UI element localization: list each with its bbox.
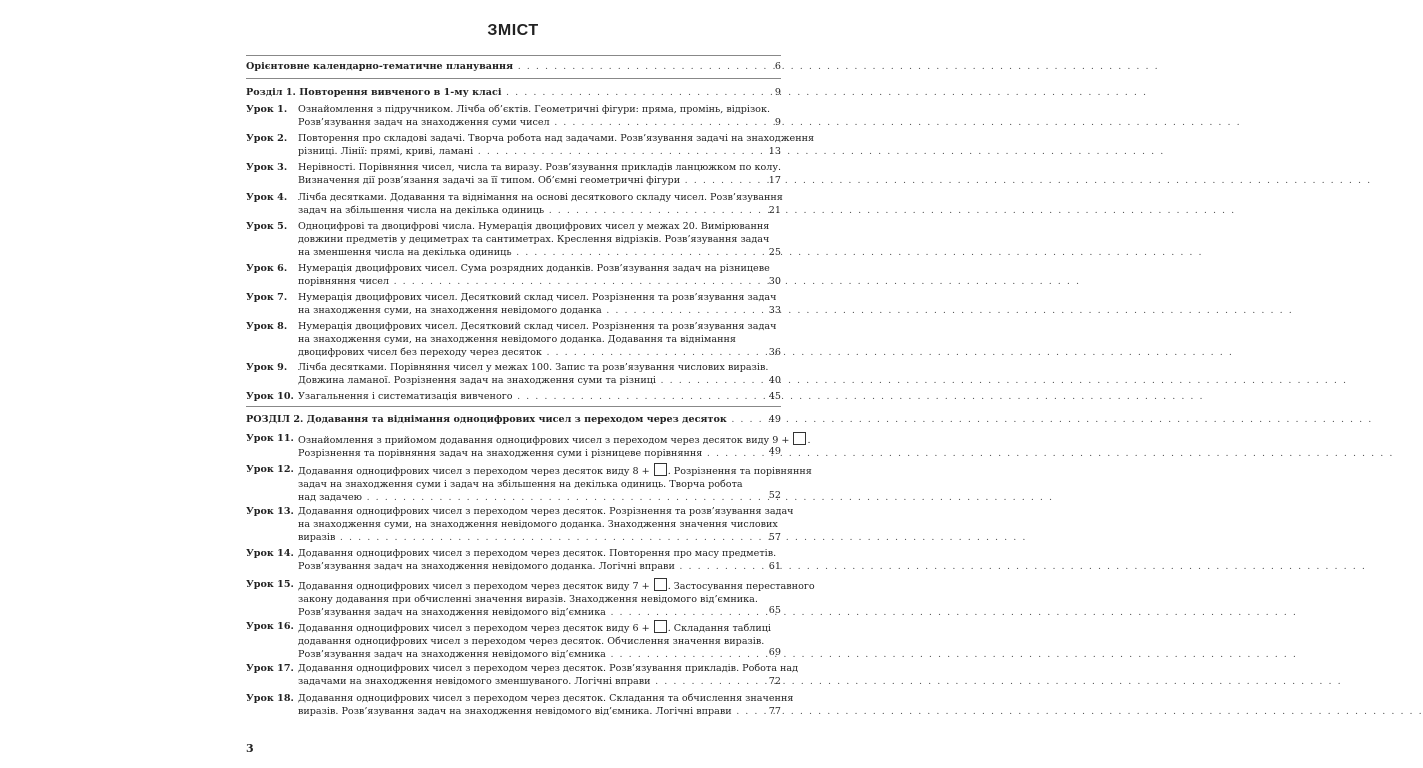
lesson-line: Додавання одноцифрових чисел з переходом через десяток. Повторення про масу предметів. [298,548,777,559]
toc-intro-title: Орієнтовне календарно-тематичне планування . . . [246,60,751,73]
page-number: 49 [768,446,781,457]
page-number: 61 [768,561,781,572]
lesson-label: Урок 8. [246,321,288,332]
lesson-line: Розв’язування задач на знаходження суми чисел . . . [298,116,753,129]
lesson-label: Урок 15. [246,579,294,590]
lesson-label: Урок 7. [246,292,288,303]
lesson-label: Урок 3. [246,162,288,173]
lesson-label: Урок 13. [246,506,294,517]
page-number: 45 [768,391,781,402]
lesson-line: Нумерація двоцифрових чисел. Сума розрядних доданків. Розв’язування задач на різницеве [298,263,770,274]
lesson-line: Одноцифрові та двоцифрові числа. Нумерація двоцифрових чисел у межах 20. Вимірювання [298,221,770,232]
lesson-label: Урок 10. [246,391,294,402]
lesson-line: Розв’язування задач на знаходження невідомого доданка. Логічні вправи . . . [298,560,753,573]
page-number: 52 [768,490,781,501]
lesson-text [298,262,770,288]
lesson-line: двоцифрових чисел без переходу через десяток . . . [298,346,753,359]
page-number: 6 [774,61,781,72]
page-number: 9 [774,117,781,128]
lesson-label: Урок 5. [246,221,288,232]
lesson-line: Узагальнення і систематизація вивченого . . . [298,390,753,403]
lesson-line: Додавання одноцифрових чисел з переходом через десяток виду 6 + [298,623,653,634]
page-number: 69 [768,647,781,658]
page-number: 9 [774,87,781,98]
lesson-line: Ознайомлення з прийомом додавання одноцифрових чисел з переходом через десяток виду 9 + [298,435,793,446]
lesson-line: Розв’язування задач на знаходження невідомого від’ємника . . . [298,648,753,661]
footer-page-number: 3 [246,742,254,755]
toc-section-2[interactable] [246,413,781,426]
lesson-line: довжини предметів у дециметрах та сантиметрах. Креслення відрізків. Розв’язування задач [298,234,770,245]
lesson-text: Ознайомлення з прийомом додавання одноцифрових чисел з переходом через десяток виду 9 + . Розрізнення та порівняння задач на знаходження суми і різницеве порівняння . . . [298,432,753,460]
lesson-line: Додавання одноцифрових чисел з переходом через десяток виду 7 + [298,581,653,592]
lesson-label: Урок 16. [246,621,294,632]
lesson-line: порівняння чисел . . . [298,275,753,288]
lesson-line: Визначення дії розв’язання задачі за її типом. Об’ємні геометричні фігури . . . [298,174,753,187]
divider [246,406,781,407]
lesson-line: на зменшення числа на декілька одиниць . . . [298,246,753,259]
page-number: 30 [768,276,781,287]
lesson-line: Додавання одноцифрових чисел з переходом через десяток. Складання та обчислення значення [298,693,794,704]
lesson-line: Розв’язування задач на знаходження невідомого від’ємника . . . [298,606,753,619]
page-number: 57 [768,532,781,543]
toc-section-1[interactable] [246,86,781,99]
lesson-line: Лічба десятками. Порівняння чисел у межах 100. Запис та розв’язування числових виразів. [298,362,769,373]
lesson-text [298,103,770,129]
page-title: ЗМІСТ [487,22,539,39]
lesson-line: Ознайомлення з підручником. Лічба об’єктів. Геометричні фігури: пряма, промінь, відрізок. [298,104,770,115]
lesson-label: Урок 4. [246,192,288,203]
lesson-line: виразів . . . [298,531,753,544]
lesson-line: над задачею . . . [298,491,753,504]
lesson-line: задач на збільшення числа на декілька одиниць . . . [298,204,753,217]
page-number: 17 [768,175,781,186]
empty-box-icon [654,578,667,591]
lesson-line: додавання одноцифрових чисел з переходом через десяток. Обчислення значення виразів. [298,636,765,647]
empty-box-icon [654,463,667,476]
lesson-text [298,361,769,387]
empty-box-icon [654,620,667,633]
lesson-line: закону додавання при обчисленні значення виразів. Знаходження невідомого від’ємника. [298,594,758,605]
lesson-line: Додавання одноцифрових чисел з переходом через десяток. Розв’язування прикладів. Робота над [298,663,799,674]
page-number: 72 [768,676,781,687]
lesson-line: задачами на знаходження невідомого зменшуваного. Логічні вправи . . . [298,675,753,688]
lesson-line: на знаходження суми, на знаходження невідомого доданка . . . [298,304,753,317]
lesson-line: Нумерація двоцифрових чисел. Десятковий склад чисел. Розрізнення та розв’язування задач [298,292,777,303]
lesson-label: Урок 2. [246,133,288,144]
page-number: 77 [768,706,781,717]
page-number: 33 [768,305,781,316]
top-divider [246,55,781,56]
lesson-line: Довжина ламаної. Розрізнення задач на знаходження суми та різниці . . . [298,374,753,387]
lesson-line: . Складання таблиці [667,623,771,634]
section-title: Розділ 1. Повторення вивченого в 1-му класі . . . [246,86,751,99]
page-number: 49 [768,414,781,425]
lesson-text [298,220,770,259]
page-number: 25 [768,247,781,258]
lesson-label: Урок 18. [246,693,294,704]
lesson-label: Урок 1. [246,104,288,115]
lesson-line: Нумерація двоцифрових чисел. Десятковий склад чисел. Розрізнення та розв’язування задач [298,321,777,332]
lesson-label: Урок 14. [246,548,294,559]
section-title: РОЗДІЛ 2. Додавання та віднімання одноцифрових чисел з переходом через десяток . . . [246,413,751,426]
page-number: 13 [768,146,781,157]
lesson-line: Додавання одноцифрових чисел з переходом через десяток. Розрізнення та розв’язування задач [298,506,794,517]
divider [246,78,781,79]
lesson-line: Розрізнення та порівняння задач на знаходження суми і різницеве порівняння . . . [298,447,753,460]
lesson-text [298,390,753,403]
toc-intro[interactable] [246,60,781,73]
lesson-line: . Розрізнення та порівняння [667,466,812,477]
lesson-line: Нерівності. Порівняння чисел, числа та виразу. Розв’язування прикладів ланцюжком по колу. [298,162,782,173]
page-number: 36 [768,347,781,358]
lesson-label: Урок 9. [246,362,288,373]
lesson-line: на знаходження суми, на знаходження невідомого доданка. Додавання та віднімання [298,334,736,345]
page-number: 40 [768,375,781,386]
lesson-label: Урок 17. [246,663,294,674]
lesson-line: на знаходження суми, на знаходження невідомого доданка. Знаходження значення числових [298,519,778,530]
lesson-line: виразів. Розв’язування задач на знаходження невідомого від’ємника. Логічні вправи . . . [298,705,753,718]
lesson-line: задач на знаходження суми і задач на збільшення на декілька одиниць. Творча робота [298,479,743,490]
lesson-line: Повторення про складові задачі. Творча робота над задачами. Розв’язування задачі на знаходження [298,133,815,144]
lesson-text [298,620,771,661]
lesson-line: різниці. Лінії: прямі, криві, ламані . . . [298,145,753,158]
lesson-line: . Застосування переставного [667,581,815,592]
empty-box-icon [793,432,806,445]
lesson-line: Додавання одноцифрових чисел з переходом через десяток виду 8 + [298,466,653,477]
lesson-label: Урок 11. [246,433,294,444]
lesson-label: Урок 6. [246,263,288,274]
page-number: 21 [768,205,781,216]
lesson-line: Лічба десятками. Додавання та віднімання на основі десяткового складу чисел. Розв’язування [298,192,783,203]
lesson-label: Урок 12. [246,464,294,475]
page-number: 65 [768,605,781,616]
